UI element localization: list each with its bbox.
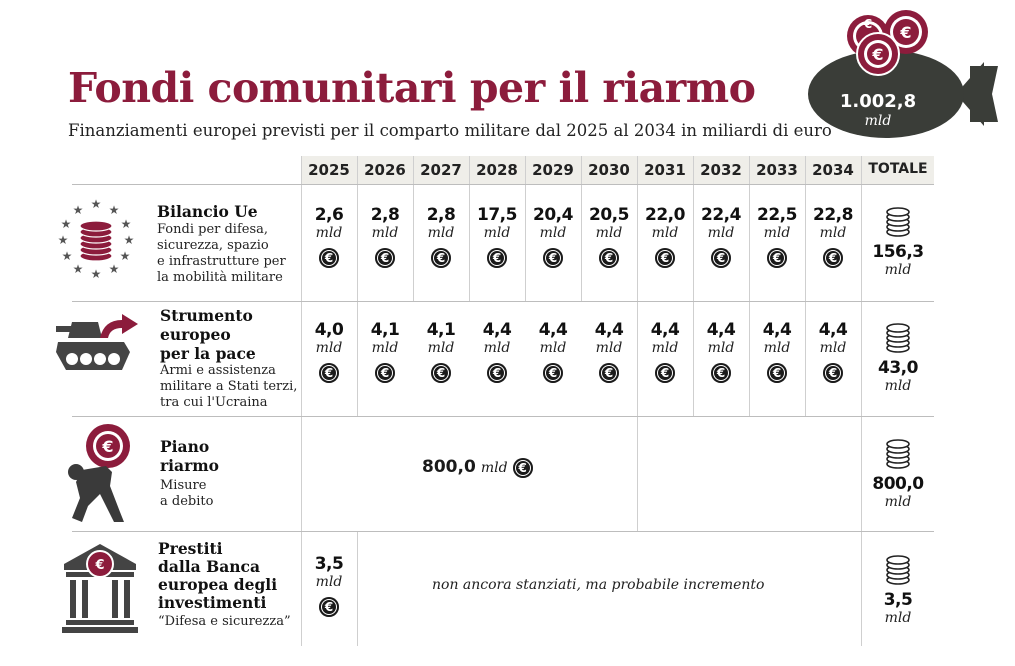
row-description: Misure a debito (160, 478, 214, 509)
value-cell: 3,5 mld € (301, 554, 357, 617)
value-cell: 2,6 mld € (301, 205, 357, 268)
total-cell: 800,0 mld (862, 438, 934, 511)
value-cell: 4,4 mld € (469, 320, 525, 383)
value-cell: 4,4 mld € (525, 320, 581, 383)
value-cell: 4,1 mld € (413, 320, 469, 383)
year-header: 2033 (756, 161, 798, 179)
value-cell: 4,4 mld € (805, 320, 861, 383)
svg-text:€: € (102, 437, 114, 456)
euro-coin-icon: € (319, 363, 339, 383)
bomb-total-badge (806, 8, 1006, 140)
euro-coin-icon: € (431, 248, 451, 268)
span-value: 800,0 mld € (422, 457, 533, 478)
euro-coin-icon: € (711, 363, 731, 383)
svg-text:€: € (95, 558, 105, 573)
svg-text:★: ★ (90, 267, 102, 281)
row-divider (72, 531, 934, 532)
svg-text:★: ★ (72, 262, 84, 276)
coin-stack-icon (884, 438, 912, 470)
svg-text:★: ★ (120, 217, 132, 231)
euro-coin-icon: € (599, 363, 619, 383)
coin-stack-icon (884, 206, 912, 238)
total-badge-value: 1.002,8 (839, 91, 917, 112)
euro-coin-icon: € (823, 248, 843, 268)
svg-text:★: ★ (119, 249, 131, 263)
value-cell: 2,8 mld € (413, 205, 469, 268)
svg-text:★: ★ (72, 203, 84, 217)
coin-stack-icon (884, 322, 912, 354)
row-title: Strumento europeo per la pace (160, 306, 256, 363)
euro-coin-icon: € (767, 248, 787, 268)
total-cell: 3,5 mld (862, 554, 934, 627)
svg-text:★: ★ (123, 233, 134, 247)
svg-text:★: ★ (61, 249, 73, 263)
coin-stack-icon (884, 554, 912, 586)
euro-coin-icon: € (319, 248, 339, 268)
value-cell: 22,4 mld € (693, 205, 749, 268)
value-cell: 4,4 mld € (749, 320, 805, 383)
year-header: 2027 (420, 161, 462, 179)
year-header: 2028 (476, 161, 518, 179)
euro-coin-icon: € (655, 248, 675, 268)
page-subtitle: Finanziamenti europei previsti per il comparto militare dal 2025 al 2034 in miliardi di euro (68, 121, 832, 140)
euro-coin-icon: € (543, 363, 563, 383)
row-divider (72, 416, 934, 417)
year-header: 2032 (700, 161, 742, 179)
funding-table (58, 156, 934, 656)
svg-text:★: ★ (60, 217, 72, 231)
year-header: 2026 (364, 161, 406, 179)
value-cell: 22,8 mld € (805, 205, 861, 268)
value-cell: 20,5 mld € (581, 205, 637, 268)
total-header: TOTALE (868, 161, 928, 177)
svg-text:★: ★ (58, 233, 69, 247)
row-divider (72, 184, 934, 185)
euro-coin-icon: € (711, 248, 731, 268)
value-cell: 4,4 mld € (581, 320, 637, 383)
person-carrying-euro-icon (66, 422, 136, 526)
euro-coin-icon: € (655, 363, 675, 383)
euro-coin-icon: € (375, 248, 395, 268)
euro-coin-icon: € (513, 458, 533, 478)
svg-text:★: ★ (90, 197, 102, 211)
euro-coin-icon: € (487, 248, 507, 268)
row-description: Fondi per difesa, sicurezza, spazio e infrastrutture per la mobilità militare (157, 222, 286, 285)
year-header: 2029 (532, 161, 574, 179)
row-title: Piano riarmo (160, 437, 220, 475)
eu-stars-coins-icon (58, 194, 134, 282)
row-title: Prestiti dalla Banca europea degli investimenti (158, 539, 278, 612)
page-title: Fondi comunitari per il riarmo (68, 64, 756, 112)
euro-coin-icon: € (319, 597, 339, 617)
euro-coin-icon: € (375, 363, 395, 383)
value-cell: 2,8 mld € (357, 205, 413, 268)
value-cell: 4,4 mld € (637, 320, 693, 383)
row-divider (72, 301, 934, 302)
total-cell: 156,3 mld (862, 206, 934, 279)
euro-coin-icon: € (767, 363, 787, 383)
note-text: non ancora stanziati, ma probabile incremento (432, 577, 765, 593)
year-header: 2025 (308, 161, 350, 179)
svg-text:€: € (900, 23, 912, 42)
svg-text:★: ★ (108, 262, 120, 276)
euro-coin-icon: € (431, 363, 451, 383)
euro-coin-icon: € (599, 248, 619, 268)
euro-coin-icon: € (543, 248, 563, 268)
svg-text:€: € (872, 45, 884, 64)
value-cell: 4,0 mld € (301, 320, 357, 383)
year-header: 2031 (644, 161, 686, 179)
value-cell: 22,5 mld € (749, 205, 805, 268)
tank-icon (54, 312, 140, 382)
row-description: Armi e assistenza militare a Stati terzi, tra cui l'Ucraina (160, 363, 298, 410)
row-description: “Difesa e sicurezza” (158, 614, 291, 629)
svg-text:€: € (863, 17, 873, 31)
euro-coin-icon: € (823, 363, 843, 383)
bomb-icon (806, 8, 1006, 140)
bank-icon (62, 542, 138, 634)
col-separator (357, 531, 358, 646)
value-cell: 4,4 mld € (693, 320, 749, 383)
total-cell: 43,0 mld (862, 322, 934, 395)
svg-text:★: ★ (108, 203, 120, 217)
row-title: Bilancio Ue (157, 202, 258, 221)
value-cell: 22,0 mld € (637, 205, 693, 268)
year-header: 2034 (812, 161, 854, 179)
value-cell: 4,1 mld € (357, 320, 413, 383)
total-badge-unit: mld (864, 113, 892, 129)
value-cell: 17,5 mld € (469, 205, 525, 268)
year-header: 2030 (588, 161, 630, 179)
value-cell: 20,4 mld € (525, 205, 581, 268)
euro-coin-icon: € (487, 363, 507, 383)
